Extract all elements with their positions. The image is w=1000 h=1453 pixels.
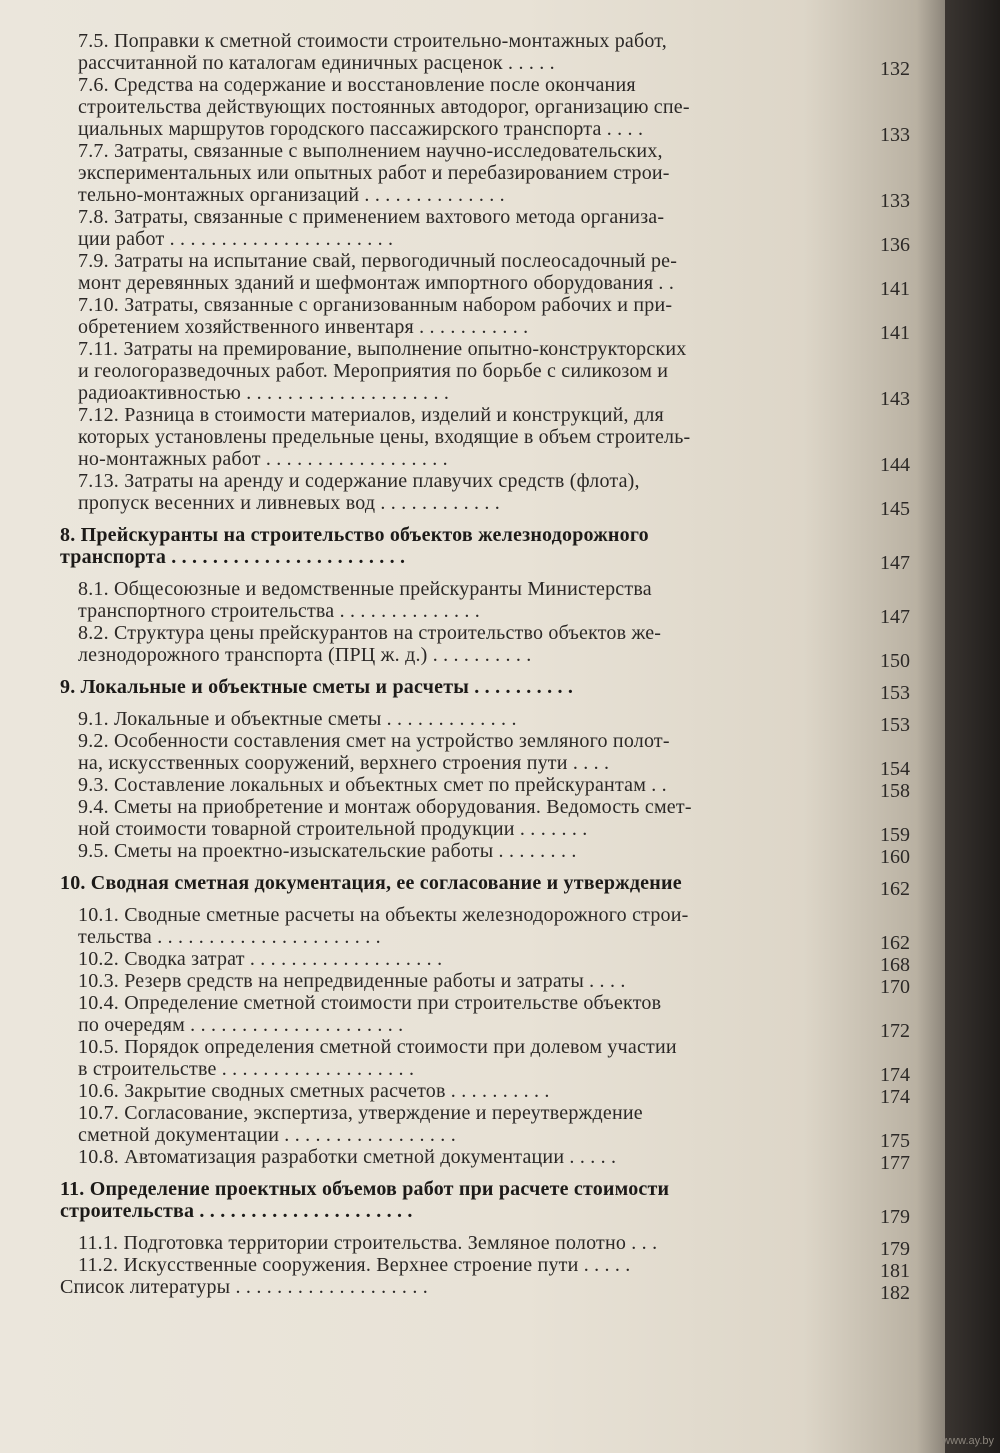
toc-page-number: 144 (880, 454, 910, 476)
toc-page-number: 145 (880, 498, 910, 520)
toc-entry (60, 206, 910, 256)
toc-entry-text-line: ции работ . . . . . . . . . . . . . . . . . . . . . . (78, 228, 394, 250)
toc-entry-text-line: 7.13. Затраты на аренду и содержание плавучих средств (флота), (78, 470, 640, 492)
toc-page-number: 160 (880, 846, 910, 868)
toc-section-entry (60, 524, 910, 574)
toc-page-number: 177 (880, 1152, 910, 1174)
toc-entry (60, 30, 910, 80)
toc-entry-text-line: в строительстве . . . . . . . . . . . . . . . . . . . (78, 1058, 415, 1080)
toc-page-number: 159 (880, 824, 910, 846)
toc-page-number: 136 (880, 234, 910, 256)
toc-entry (60, 294, 910, 344)
toc-entry-text-line: 11.1. Подготовка территории строительства. Земляное полотно . . . (78, 1232, 658, 1254)
toc-section-entry (60, 1178, 910, 1228)
toc-entry-text-line: 7.12. Разница в стоимости материалов, изделий и конструкций, для (78, 404, 664, 426)
toc-entry (60, 338, 910, 410)
toc-entry-text-line: экспериментальных или опытных работ и перебазированием строи- (78, 162, 670, 184)
toc-entry-text-line: лезнодорожного транспорта (ПРЦ ж. д.) . . . . . . . . . . (78, 644, 532, 666)
toc-entry-text-line: тельства . . . . . . . . . . . . . . . . . . . . . . (78, 926, 381, 948)
toc-entry-text-line: 10.8. Автоматизация разработки сметной документации . . . . . (78, 1146, 617, 1168)
toc-entry-text-line: 10.5. Порядок определения сметной стоимости при долевом участии (78, 1036, 677, 1058)
toc-entry-text-line: 7.5. Поправки к сметной стоимости строительно-монтажных работ, (78, 30, 667, 52)
toc-entry-text-line: но-монтажных работ . . . . . . . . . . . . . . . . . . (78, 448, 448, 470)
toc-entry-text-line: 10.3. Резерв средств на непредвиденные работы и затраты . . . . (78, 970, 626, 992)
toc-entry-text-line: 9. Локальные и объектные сметы и расчеты . . . . . . . . . . (60, 676, 574, 698)
toc-page-number: 133 (880, 190, 910, 212)
toc-page-number: 170 (880, 976, 910, 998)
toc-entry (60, 74, 910, 146)
toc-entry-text-line: 10.4. Определение сметной стоимости при строительстве объектов (78, 992, 662, 1014)
toc-entry-text-line: 10.2. Сводка затрат . . . . . . . . . . . . . . . . . . . (78, 948, 443, 970)
toc-page-number: 147 (880, 606, 910, 628)
toc-entry-text-line: 9.2. Особенности составления смет на устройство земляного полот- (78, 730, 670, 752)
toc-entry-text-line: 8.2. Структура цены прейскурантов на строительство объектов же- (78, 622, 662, 644)
toc-page-number: 154 (880, 758, 910, 780)
toc-page-number: 162 (880, 878, 910, 900)
toc-entry (60, 730, 910, 780)
toc-page-number: 153 (880, 714, 910, 736)
toc-page-number: 143 (880, 388, 910, 410)
toc-entry-text-line: 9.3. Составление локальных и объектных смет по прейскурантам . . (78, 774, 667, 796)
toc-page-number: 179 (880, 1206, 910, 1228)
toc-entry-text-line: циальных маршрутов городского пассажирского транспорта . . . . (78, 118, 644, 140)
toc-entry-text-line: 10. Сводная сметная документация, ее согласование и утверждение (60, 872, 682, 894)
toc-entry-text-line: 7.8. Затраты, связанные с применением вахтового метода организа- (78, 206, 665, 228)
toc-entry (60, 774, 910, 802)
toc-entry-text-line: монт деревянных зданий и шефмонтаж импортного оборудования . . (78, 272, 675, 294)
toc-entry-text-line: 10.1. Сводные сметные расчеты на объекты железнодорожного строи- (78, 904, 689, 926)
toc-page-number: 141 (880, 278, 910, 300)
toc-entry (60, 140, 910, 212)
toc-entry (60, 470, 910, 520)
toc-entry-text-line: 7.10. Затраты, связанные с организованным набором рабочих и при- (78, 294, 673, 316)
toc-entry (60, 1232, 910, 1260)
toc-page-number: 179 (880, 1238, 910, 1260)
watermark-text: www.ay.by (942, 1435, 994, 1447)
toc-entry-text-line: ной стоимости товарной строительной продукции . . . . . . . (78, 818, 588, 840)
toc-entry-text-line: на, искусственных сооружений, верхнего строения пути . . . . (78, 752, 610, 774)
toc-entry (60, 992, 910, 1042)
toc-entry-text-line: 8. Прейскуранты на строительство объектов железнодорожного (60, 524, 649, 546)
toc-entry-text-line: Список литературы . . . . . . . . . . . . . . . . . . . (60, 1276, 428, 1298)
toc-entry-text-line: 9.4. Сметы на приобретение и монтаж оборудования. Ведомость смет- (78, 796, 692, 818)
toc-entry-text-line: 11. Определение проектных объемов работ при расчете стоимости (60, 1178, 670, 1200)
toc-entry-text-line: транспортного строительства . . . . . . . . . . . . . . (78, 600, 480, 622)
toc-entry (60, 622, 910, 672)
toc-entry (60, 970, 910, 998)
toc-entry-text-line: строительства действующих постоянных автодорог, организацию спе- (78, 96, 690, 118)
toc-entry (60, 1036, 910, 1086)
toc-entry-text-line: 7.6. Средства на содержание и восстановление после окончания (78, 74, 636, 96)
toc-page-number: 162 (880, 932, 910, 954)
toc-entry-text-line: 10.6. Закрытие сводных сметных расчетов . . . . . . . . . . (78, 1080, 550, 1102)
toc-entry-text-line: рассчитанной по каталогам единичных расценок . . . . . (78, 52, 555, 74)
toc-page-number: 181 (880, 1260, 910, 1282)
toc-entry-text-line: транспорта . . . . . . . . . . . . . . . . . . . . . . . (60, 546, 406, 568)
toc-page-number: 132 (880, 58, 910, 80)
toc-entry (60, 796, 910, 846)
toc-entry-text-line: 7.11. Затраты на премирование, выполнение опытно-конструкторских (78, 338, 687, 360)
toc-page-number: 174 (880, 1064, 910, 1086)
toc-entry-text-line: 9.5. Сметы на проектно-изыскательские работы . . . . . . . . (78, 840, 577, 862)
toc-entry-text-line: 8.1. Общесоюзные и ведомственные прейскуранты Министерства (78, 578, 652, 600)
toc-entry (60, 1146, 910, 1174)
toc-page-number: 153 (880, 682, 910, 704)
toc-entry (60, 404, 910, 476)
toc-entry-text-line: сметной документации . . . . . . . . . . . . . . . . . (78, 1124, 456, 1146)
toc-page-number: 147 (880, 552, 910, 574)
toc-entry-text-line: пропуск весенних и ливневых вод . . . . . . . . . . . . (78, 492, 501, 514)
toc-entry (60, 1254, 910, 1282)
toc-entry-text-line: и геологоразведочных работ. Мероприятия по борьбе с силикозом и (78, 360, 669, 382)
toc-entry (60, 840, 910, 868)
toc-entry-text-line: 9.1. Локальные и объектные сметы . . . . . . . . . . . . . (78, 708, 517, 730)
toc-entry (60, 250, 910, 300)
toc-entry-text-line: обретением хозяйственного инвентаря . . . . . . . . . . . (78, 316, 529, 338)
toc-page-number: 174 (880, 1086, 910, 1108)
toc-entry (60, 948, 910, 976)
toc-page-number: 133 (880, 124, 910, 146)
toc-entry-text-line: 11.2. Искусственные сооружения. Верхнее строение пути . . . . . (78, 1254, 631, 1276)
toc-entry (60, 1102, 910, 1152)
toc-entry-text-line: 7.7. Затраты, связанные с выполнением научно-исследовательских, (78, 140, 663, 162)
toc-entry (60, 904, 910, 954)
toc-page-number: 182 (880, 1282, 910, 1304)
toc-entry-text-line: по очередям . . . . . . . . . . . . . . . . . . . . . (78, 1014, 404, 1036)
toc-entry (60, 1276, 910, 1304)
page-shadow-edge (945, 0, 1000, 1453)
toc-entry (60, 1080, 910, 1108)
toc-entry-text-line: радиоактивностью . . . . . . . . . . . . . . . . . . . . (78, 382, 450, 404)
toc-page-number: 168 (880, 954, 910, 976)
toc-entry-text-line: 10.7. Согласование, экспертиза, утверждение и переутверждение (78, 1102, 643, 1124)
toc-section-entry (60, 676, 910, 704)
toc-section-entry (60, 872, 910, 900)
toc-entry-text-line: тельно-монтажных организаций . . . . . . . . . . . . . . (78, 184, 505, 206)
toc-entry (60, 708, 910, 736)
toc-entry-text-line: строительства . . . . . . . . . . . . . . . . . . . . . (60, 1200, 413, 1222)
toc-page-number: 150 (880, 650, 910, 672)
toc-entry-text-line: которых установлены предельные цены, входящие в объем строитель- (78, 426, 691, 448)
toc-entry (60, 578, 910, 628)
toc-entry-text-line: 7.9. Затраты на испытание свай, первогодичный послеосадочный ре- (78, 250, 678, 272)
toc-page-number: 175 (880, 1130, 910, 1152)
toc-page-number: 141 (880, 322, 910, 344)
toc-page-number: 158 (880, 780, 910, 802)
toc-page-number: 172 (880, 1020, 910, 1042)
table-of-contents (60, 30, 910, 1304)
